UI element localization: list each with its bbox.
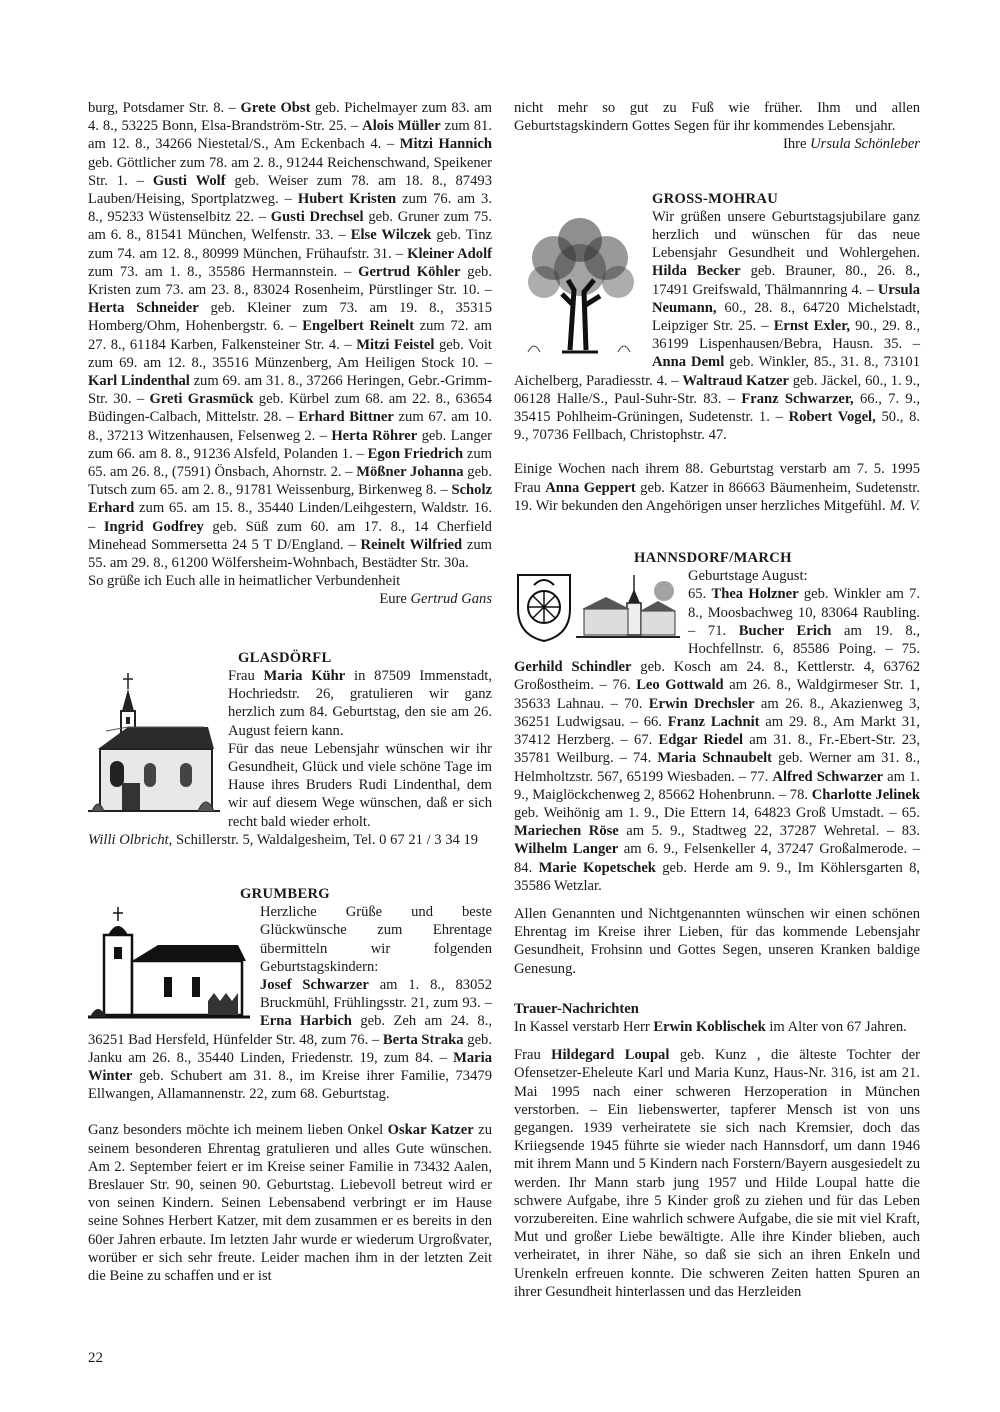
geppert-text: Einige Wochen nach ihrem 88. Geburtstag verstarb am 7. 5. 1995 Frau Anna Geppert geb. Katzer in 86663 Bäumenheim, Sudetenstr. 19. Wir bekunden den Angehörigen unser herzliches Mitgefühl. bbox=[514, 461, 920, 514]
signature-name: Gertrud Gans bbox=[410, 591, 492, 608]
geppert-signature: M. V. bbox=[889, 497, 920, 514]
grumberg-paragraph1: Herzliche Grüße und beste Glückwünsche zum Ehrentage übermitteln wir folgenden Geburtstagskindern: bbox=[260, 904, 492, 975]
person-name: Alois Müller bbox=[362, 118, 441, 135]
tree-illustration bbox=[514, 210, 646, 358]
koblischek-paragraph: In Kassel verstarb Herr Erwin Koblischek im Alter von 67 Jahren. bbox=[514, 1018, 907, 1035]
person-name: Bucher Erich bbox=[738, 622, 832, 639]
person-name: Gerhild Schindler bbox=[514, 659, 632, 676]
church-illustration bbox=[88, 905, 250, 1025]
person-name: Marie Kopetschek bbox=[538, 859, 656, 876]
person-name: Engelbert Reinelt bbox=[302, 318, 415, 335]
person-name: Anna Geppert bbox=[545, 479, 636, 496]
person-name: Alfred Schwarzer bbox=[772, 768, 884, 785]
person-name: Ernst Exler, bbox=[773, 318, 850, 335]
person-name: Berta Straka bbox=[382, 1031, 464, 1048]
left-column bbox=[88, 99, 492, 1285]
person-name: Gusti Wolf bbox=[152, 172, 226, 189]
person-name: Leo Gottwald bbox=[636, 677, 724, 694]
person-name: Ursula Neumann, bbox=[652, 281, 920, 316]
intro-paragraph: burg, Potsdamer Str. 8. – Grete Obst geb. Pichelmayer zum 83. am 4. 8., 53225 Bonn, Elsa-Brandström-Str. 25. – Alois Müller zum 81. am 12. 8., 34266 Niestetal/S., Am Eckenbach 4. – Mitzi Hannich geb. Göttlicher zum 78. am 2. 8., 91244 Reichenschwand, Speikener Str. 1. – Gusti Wolf geb. Weiser zum 78. am 18. 8., 87493 Lauben/Heising, Sportplatzweg. – Hubert Kristen zum 76. am 3. 8., 95233 Wüstenselbitz 22. – Gusti Drechsel geb. Gruner zum 75. am 6. 8., 81541 München, Welfenstr. 33. – Else Wilczek geb. Tinz zum 74. am 12. 8., 80999 München, Frühaufstr. 31. – Kleiner Adolf zum 73. am 1. 8., 35586 Hermannstein. – Gertrud Köhler geb. Kristen zum 73. am 23. 8., 83024 Rosenheim, Pürstlinger Str. 10. – Herta Schneider geb. Kleiner zum 73. am 19. 8., 35315 Homberg/Ohm, Hohenbergstr. 6. – Engelbert Reinelt zum 72. am 27. 8., 61184 Karben, Falkensteiner Str. 4. – Mitzi Feistel geb. Voit zum 69. am 12. 8., 35516 Münzenberg, Am Heiligen Stock 10. – Karl Lindenthal zum 69. am 31. 8., 37266 Heringen, Gebr.-Grimm-Str. 30. – Greti Grasmück geb. Kürbel zum 68. am 22. 8., 63654 Büdingen-Calbach, Mittelstr. 28. – Erhard Bittner zum 67. am 10. 8., 37213 Witzenhausen, Felsenweg 2. – Herta Röhrer geb. Langer zum 66. am 8. 8., 91236 Alsfeld, Polanden 1. – Egon Friedrich zum 65. am 26. 8., (7591) Önsbach, Ahornstr. 2. – Mößner Johanna geb. Tutsch zum 65. am 2. 8., 91781 Weissenburg, Birkenweg 8. – Scholz Erhard zum 65. am 15. 8., 35440 Linden/Leihgestern, Waldstr. 16. – Ingrid Godfrey geb. Süß zum 60. am 17. 8., 14 Cherfield Minehead Sommersetta 24 5 T D/England. – Reinelt Wilfried zum 55. am 29. 8., 61200 Wölfersheim-Wohnbach, Bestädter Str. 30a. bbox=[88, 100, 493, 572]
hannsdorf-section bbox=[514, 549, 920, 978]
person-name: Erhard Bittner bbox=[298, 409, 394, 426]
person-name: Gertrud Köhler bbox=[358, 263, 461, 280]
signature-prefix: Eure bbox=[379, 591, 411, 608]
hannsdorf-birthdays: 65. Thea Holzner geb. Winkler am 7. 8., Moosbachweg 10, 83064 Raubling. – 71. Bucher Erich am 19. 8., Hochfellnstr. 6, 85586 Poing. – 75. Gerhild Schindler geb. Kosch am 24. 8., Kettlerstr. 4, 63762 Großostheim. – 76. Leo Gottwald am 26. 8., Waldgirmeser Str. 1, 35633 Lahnau. – 70. Erwin Drechsler am 26. 8., Akazienweg 3, 36251 Ludwigsau. – 66. Franz Lachnit am 29. 8., Am Markt 31, 37412 Herzberg. – 67. Edgar Riedel am 31. 8., Fr.-Ebert-Str. 23, 35781 Weilburg. – 74. Maria Schnaubelt geb. Werner am 31. 8., Helmholtzstr. 567, 65199 Wiesbaden. – 77. Alfred Schwarzer am 1. 9., Maiglöckchenweg 2, 85662 Hohenbrunn. – 78. Charlotte Jelinek geb. Weihönig am 1. 9., Die Ettern 14, 64823 Groß Umstadt. – 65. Mariechen Röse am 5. 9., Stadtweg 22, 37287 Wehretal. – 83. Wilhelm Langer am 6. 9., Felsenkeller 4, 37247 Großalmerode. – 84. Marie Kopetschek geb. Herde am 9. 9., Im Köhlersgarten 8, 35586 Wetzlar. bbox=[514, 586, 921, 894]
person-name: Ingrid Godfrey bbox=[103, 518, 204, 535]
person-name: Franz Schwarzer, bbox=[741, 390, 854, 407]
right-column bbox=[514, 99, 920, 1301]
person-name: Mößner Johanna bbox=[356, 464, 464, 481]
gans-signature bbox=[88, 590, 492, 608]
grumberg-section bbox=[88, 885, 492, 1103]
person-name: Grete Obst bbox=[240, 100, 311, 116]
person-name: Hilda Becker bbox=[652, 263, 741, 280]
gross-mohrau-section bbox=[514, 190, 920, 515]
olbricht-signature bbox=[88, 831, 492, 849]
hannsdorf-wishes: Allen Genannten und Nichtgenannten wünschen wir einen schönen Ehrentag im Kreise ihrer Lieben, für das kommende Lebensjahr Gesundheit, Frohsinn und Gottes Segen, unseren Kranken baldige Genesung. bbox=[514, 905, 920, 977]
glasdoerfl-paragraph2: Für das neue Lebensjahr wünschen wir ihr Gesundheit, Glück und viele schöne Tage im Hause ihres Bruders Rudi Lindenthal, dem wir auf diesem Wege wünschen, daß er sich recht bald wieder erholt. bbox=[228, 740, 492, 830]
person-name: Erna Harbich bbox=[260, 1013, 352, 1030]
person-name: Maria Kühr bbox=[263, 667, 346, 684]
katzer-paragraph: Ganz besonders möchte ich meinem lieben Onkel Oskar Katzer zu seinem besonderen Ehrentag gratulieren und alles Gute wünschen. Am 2. September feiert er im Kreise seiner Familie in 73432 Aalen, Breslauer Str. 90, seinen 90. Geburtstag. Liebevoll betreut wird er von seinen Kindern. Seinen Lebensabend verbringt er im Hause seine Sohnes Herbert Katzer, mit dem zusammen er es bereits in den 60er Jahren erbaute. Im letzten Jahr wurde er wiederum Urgroßvater, worüber er sich sehr freute. Leider machen ihm in der letzten Zeit die Beine zu schaffen und er ist bbox=[88, 1122, 492, 1284]
glasdoerfl-section bbox=[88, 649, 492, 849]
person-name: Robert Vogel, bbox=[788, 409, 876, 426]
person-name: Scholz Erhard bbox=[88, 482, 492, 517]
gross-mohrau-heading: GROSS-MOHRAU bbox=[652, 190, 779, 207]
olbricht-address: Schillerstr. 5, Waldalgesheim, Tel. 0 67 21 / 3 34 19 bbox=[172, 831, 479, 848]
page-number: 22 bbox=[88, 1350, 103, 1366]
schoenleber-name: Ursula Schönleber bbox=[810, 136, 920, 153]
trauer-heading: Trauer-Nachrichten bbox=[514, 1000, 639, 1017]
person-name: Kleiner Adolf bbox=[407, 245, 492, 262]
person-name: Josef Schwarzer bbox=[260, 976, 369, 993]
person-name: Wilhelm Langer bbox=[514, 841, 619, 858]
continuation-paragraph: nicht mehr so gut zu Fuß wie früher. Ihm und allen Geburtstagskindern Gottes Segen für ihr kommendes Lebensjahr. bbox=[514, 100, 920, 135]
geppert-paragraph bbox=[514, 460, 920, 515]
person-name: Waltraud Katzer bbox=[682, 372, 790, 389]
person-name: Herta Röhrer bbox=[331, 427, 418, 444]
person-name: Erwin Drechsler bbox=[648, 695, 755, 712]
person-name: Oskar Katzer bbox=[387, 1122, 474, 1139]
grumberg-heading: GRUMBERG bbox=[240, 885, 330, 902]
person-name: Charlotte Jelinek bbox=[811, 786, 920, 803]
glasdoerfl-heading: GLASDÖRFL bbox=[238, 649, 332, 666]
greeting-line: So grüße ich Euch alle in heimatlicher Verbundenheit bbox=[88, 573, 401, 590]
person-name: Gusti Drechsel bbox=[270, 209, 364, 226]
glasdoerfl-paragraph1: Frau Maria Kühr in 87509 Immenstadt, Hochriedstr. 26, gratulieren wir ganz herzlich zum 84. Geburtstag, den sie am 26. August feiern kann. bbox=[228, 667, 492, 739]
gross-mohrau-paragraph: Wir grüßen unsere Geburtstagsjubilare ganz herzlich und wünschen für das neue Lebensjahr Gesundheit und Wohlergehen. Hilda Becker geb. Brauner, 80., 26. 8., 17491 Greifswald, Thälmannring 4. – Ursula Neumann, 60., 28. 8., 64720 Michelstadt, Leipziger Str. 25. – Ernst Exler, 90., 29. 8., 36199 Lispenhausen/Bebra, Hausn. 35. – Anna Deml geb. Winkler, 85., 31. 8., 73101 Aichelberg, Paradiesstr. 4. – Waltraud Katzer geb. Jäckel, 60., 1. 9., 06128 Halle/S., Paul-Suhr-Str. 83. – Franz Schwarzer, 66., 7. 9., 35415 Pohlheim-Grüningen, Sudetenstr. 1. – Robert Vogel, 50., 8. 9., 70736 Fellbach, Christophstr. 47. bbox=[514, 208, 921, 444]
person-name: Franz Lachnit bbox=[667, 713, 760, 730]
person-name: Mariechen Röse bbox=[514, 823, 619, 840]
person-name: Mitzi Feistel bbox=[356, 336, 435, 353]
person-name: Egon Friedrich bbox=[367, 445, 464, 462]
person-name: Herta Schneider bbox=[88, 300, 199, 317]
person-name: Anna Deml bbox=[652, 354, 725, 371]
person-name: Hubert Kristen bbox=[297, 191, 397, 208]
olbricht-name: Willi Olbricht, bbox=[88, 831, 173, 848]
person-name: Edgar Riedel bbox=[658, 732, 744, 749]
hannsdorf-crest-illustration bbox=[514, 569, 680, 645]
trauer-section bbox=[514, 1000, 920, 1301]
chapel-illustration bbox=[88, 671, 220, 821]
person-name: Mitzi Hannich bbox=[399, 136, 492, 153]
person-name: Else Wilczek bbox=[350, 227, 432, 244]
person-name: Hildegard Loupal bbox=[551, 1047, 670, 1064]
hannsdorf-heading: HANNSDORF/MARCH bbox=[634, 550, 792, 567]
loupal-paragraph: Frau Hildegard Loupal geb. Kunz , die älteste Tochter der Ofensetzer-Eheleute Karl und Maria Kunz, Haus-Nr. 316, ist am 21. Mai 1995 nach einer schweren Herzoperation in München verstorben. – Ein liebenswerter, tapferer Mensch ist von uns gegangen. 1939 verheiratete sie sich nach Kremsier, doch das Kriiegsende 1945 führte sie wieder nach Hannsdorf, um dann 1946 mit ihrem Mann und 5 Kindern nach Forstern/Bayern ausgesiedelt zu werden. Ihr Mann starb jung 1957 und Hilde Loupal hatte die schwere Aufgabe, ihre 5 Kinder groß zu ziehen und für das Leben vorzubereiten. Eine wahrlich schwere Aufgabe, die sie mit viel Kraft, Mut und großer Liebe bewältigte. Alle ihre Kinder blieben, auch verheiratet, in ihrer Nähe, so daß sie sich an ihren Enkeln und Urenkeln erfreuen konnte. Die schweren Zeiten hatten Spuren an ihrer Gesundheit hinterlassen und das Herzleiden bbox=[514, 1047, 920, 1300]
person-name: Greti Grasmück bbox=[149, 391, 254, 408]
person-name: Maria Winter bbox=[88, 1049, 492, 1084]
person-name: Thea Holzner bbox=[711, 586, 799, 603]
grumberg-paragraph2: Josef Schwarzer am 1. 8., 83052 Bruckmühl, Frühlingsstr. 21, zum 93. – Erna Harbich geb. Zeh am 24. 8., 36251 Bad Hersfeld, Hünfelder Str. 48, zum 76. – Berta Straka geb. Janku am 26. 8., 35440 Linden, Friedenstr. 19, zum 84. – Maria Winter geb. Schubert am 31. 8., im Kreise ihrer Familie, 73479 Ellwangen, Allamannenstr. 22, zum 68. Geburtstag. bbox=[88, 976, 492, 1103]
person-name: Erwin Koblischek bbox=[653, 1018, 766, 1035]
hannsdorf-intro: Geburtstage August: bbox=[688, 568, 808, 585]
schoenleber-signature bbox=[514, 135, 920, 153]
person-name: Maria Schnaubelt bbox=[657, 750, 773, 767]
person-name: Karl Lindenthal bbox=[88, 373, 190, 390]
person-name: Reinelt Wilfried bbox=[360, 536, 463, 553]
schoenleber-prefix: Ihre bbox=[782, 136, 811, 153]
